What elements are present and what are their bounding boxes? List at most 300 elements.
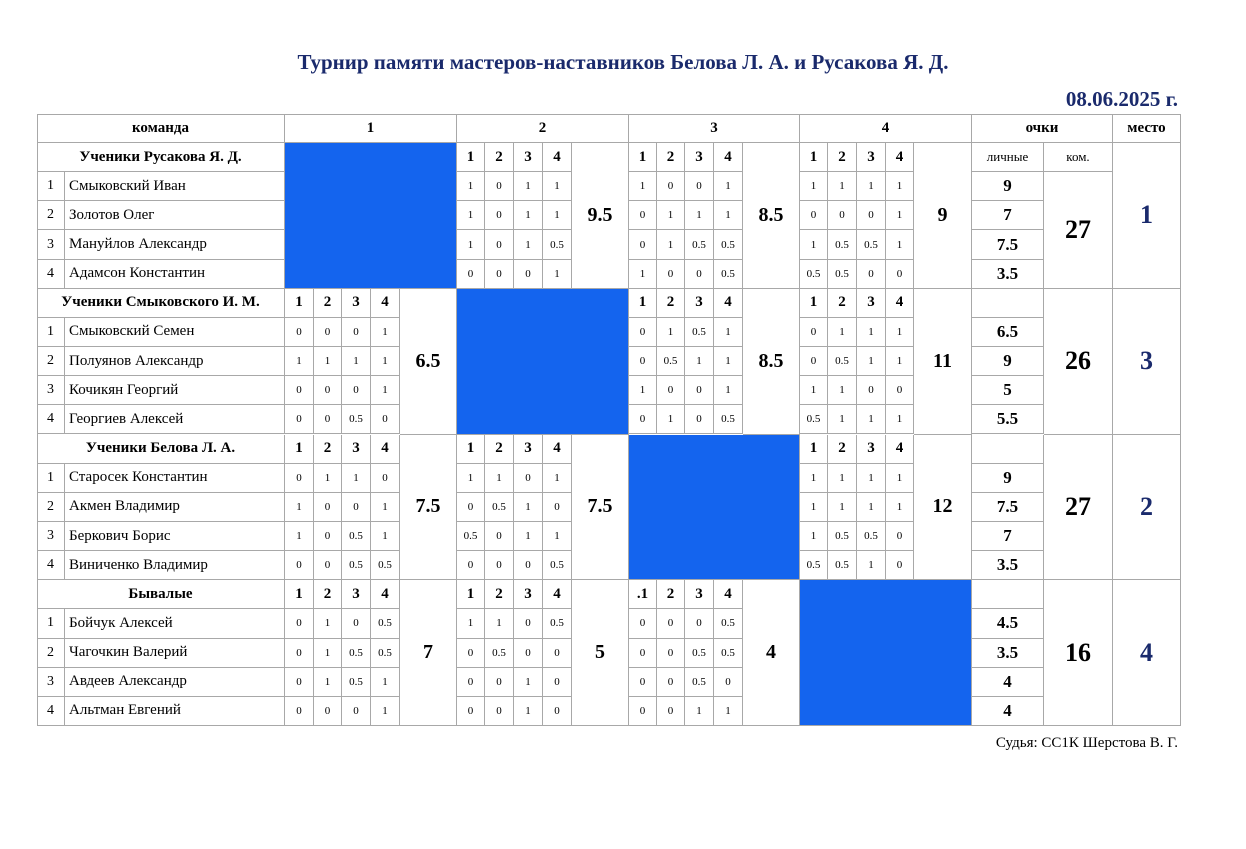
game-score: 0.5: [371, 639, 400, 668]
board-number: 2: [314, 580, 342, 609]
game-score: 1: [485, 464, 514, 493]
game-score: 1: [714, 318, 743, 347]
game-score: 1: [685, 201, 714, 230]
game-score: 1: [314, 668, 342, 697]
game-score: 1: [886, 318, 914, 347]
board-number: 1: [457, 143, 485, 172]
game-score: 0: [657, 172, 685, 201]
player-number: 3: [37, 668, 65, 697]
team-place: 3: [1113, 289, 1181, 435]
personal-points: 5: [972, 376, 1044, 405]
game-score: 0: [543, 639, 572, 668]
player-number: 1: [37, 172, 65, 201]
game-score: 1: [342, 347, 371, 376]
team-total: 26: [1044, 289, 1113, 435]
game-score: 1: [657, 318, 685, 347]
game-score: 0: [857, 260, 886, 289]
game-score: 1: [800, 493, 828, 522]
game-score: 1: [657, 230, 685, 259]
board-number: 4: [543, 580, 572, 609]
game-score: 1: [800, 522, 828, 551]
board-number: 2: [485, 580, 514, 609]
crosstable: [37, 114, 1181, 726]
player-number: 1: [37, 609, 65, 638]
match-sum: 8.5: [743, 143, 800, 289]
game-score: 0.5: [685, 318, 714, 347]
game-score: 1: [857, 493, 886, 522]
board-number: 1: [457, 580, 485, 609]
board-number: 4: [714, 289, 743, 318]
game-score: 1: [543, 172, 572, 201]
match-sum: 11: [914, 289, 972, 435]
player-number: 4: [37, 405, 65, 434]
header-personal: личные: [972, 143, 1044, 172]
personal-points: 6.5: [972, 318, 1044, 347]
player-number: 1: [37, 464, 65, 493]
game-score: 0.5: [685, 668, 714, 697]
player-name: Кочикян Георгий: [65, 376, 285, 405]
player-name: Адамсон Константин: [65, 260, 285, 289]
game-score: 0: [514, 609, 543, 638]
game-score: 1: [485, 609, 514, 638]
game-score: 1: [371, 318, 400, 347]
game-score: 0: [685, 405, 714, 434]
game-score: 1: [514, 172, 543, 201]
game-score: 0: [857, 201, 886, 230]
board-number: 3: [685, 289, 714, 318]
team-name: Ученики Смыковского И. М.: [37, 289, 285, 318]
player-name: Мануйлов Александр: [65, 230, 285, 259]
game-score: 1: [828, 172, 857, 201]
game-score: 0: [457, 668, 485, 697]
game-score: 0: [514, 639, 543, 668]
game-score: 0: [800, 347, 828, 376]
game-score: 1: [857, 347, 886, 376]
board-number: 3: [685, 580, 714, 609]
player-name: Альтман Евгений: [65, 697, 285, 726]
game-score: 1: [314, 347, 342, 376]
personal-points: 3.5: [972, 551, 1044, 580]
judge-signature: Судья: СС1К Шерстова В. Г.: [995, 735, 1178, 751]
game-score: 0.5: [657, 347, 685, 376]
header-round-1: 1: [285, 114, 457, 143]
game-score: 0: [285, 318, 314, 347]
game-score: 1: [828, 464, 857, 493]
game-score: 0: [543, 493, 572, 522]
board-number: 2: [657, 580, 685, 609]
board-number: 3: [342, 289, 371, 318]
game-score: 0: [485, 230, 514, 259]
board-number: 2: [828, 143, 857, 172]
player-number: 2: [37, 639, 65, 668]
board-number: 3: [857, 143, 886, 172]
game-score: 0: [485, 522, 514, 551]
board-number: 2: [314, 289, 342, 318]
game-score: 1: [857, 318, 886, 347]
game-score: 0: [285, 609, 314, 638]
personal-points: 7: [972, 522, 1044, 551]
game-score: 0: [371, 405, 400, 434]
game-score: 1: [714, 172, 743, 201]
game-score: 1: [314, 464, 342, 493]
game-score: 0: [657, 376, 685, 405]
match-sum: 6.5: [400, 289, 457, 435]
game-score: 0.5: [857, 522, 886, 551]
board-number: 2: [828, 435, 857, 464]
game-score: 1: [886, 172, 914, 201]
game-score: 0: [285, 697, 314, 726]
game-score: 0: [657, 668, 685, 697]
personal-points: 4.5: [972, 609, 1044, 638]
game-score: 0: [314, 551, 342, 580]
game-score: 1: [314, 639, 342, 668]
game-score: 0.5: [714, 405, 743, 434]
board-number: 4: [886, 435, 914, 464]
game-score: 0: [714, 668, 743, 697]
player-name: Смыковский Иван: [65, 172, 285, 201]
game-score: 0: [685, 609, 714, 638]
game-score: 0: [457, 551, 485, 580]
board-number: 3: [514, 435, 543, 464]
game-score: 0: [342, 609, 371, 638]
board-number: 4: [714, 580, 743, 609]
team-name: Бывалые: [37, 580, 285, 609]
board-number: 1: [800, 143, 828, 172]
game-score: 1: [886, 464, 914, 493]
personal-points: 9: [972, 347, 1044, 376]
game-score: 1: [371, 668, 400, 697]
game-score: 1: [285, 493, 314, 522]
personal-points: 9: [972, 464, 1044, 493]
board-number: 2: [657, 143, 685, 172]
game-score: 1: [514, 201, 543, 230]
game-score: 1: [514, 668, 543, 697]
game-score: 0: [314, 697, 342, 726]
tournament-date: 08.06.2025 г.: [1065, 87, 1178, 111]
game-score: 0.5: [543, 230, 572, 259]
board-number: 4: [886, 143, 914, 172]
player-name: Смыковский Семен: [65, 318, 285, 347]
game-score: 0: [543, 668, 572, 697]
player-number: 3: [37, 230, 65, 259]
game-score: 0: [886, 522, 914, 551]
game-score: 0: [886, 376, 914, 405]
game-score: 0: [485, 668, 514, 697]
game-score: 0: [629, 201, 657, 230]
personal-points: 5.5: [972, 405, 1044, 434]
board-number: 3: [857, 435, 886, 464]
player-number: 4: [37, 551, 65, 580]
game-score: 0: [685, 376, 714, 405]
game-score: 1: [457, 230, 485, 259]
game-score: 1: [886, 347, 914, 376]
game-score: 0.5: [714, 260, 743, 289]
game-score: 0: [342, 376, 371, 405]
game-score: 1: [857, 551, 886, 580]
player-name: Виниченко Владимир: [65, 551, 285, 580]
game-score: 0: [485, 172, 514, 201]
personal-points: 3.5: [972, 260, 1044, 289]
game-score: 0: [629, 609, 657, 638]
game-score: 1: [828, 318, 857, 347]
game-score: 0: [514, 464, 543, 493]
team-place: 1: [1113, 143, 1181, 289]
game-score: 0: [657, 609, 685, 638]
game-score: 0.5: [371, 551, 400, 580]
header-place: место: [1113, 114, 1181, 143]
board-number: 4: [371, 435, 400, 464]
board-number: 4: [886, 289, 914, 318]
header-round-3: 3: [629, 114, 800, 143]
game-score: 0: [485, 551, 514, 580]
game-score: 0: [685, 260, 714, 289]
player-name: Полуянов Александр: [65, 347, 285, 376]
game-score: 0.5: [543, 551, 572, 580]
game-score: 1: [828, 493, 857, 522]
game-score: 1: [314, 609, 342, 638]
player-number: 2: [37, 347, 65, 376]
match-sum: 5: [572, 580, 629, 726]
personal-points: 3.5: [972, 639, 1044, 668]
game-score: 1: [543, 201, 572, 230]
board-number: 4: [714, 143, 743, 172]
player-name: Золотов Олег: [65, 201, 285, 230]
header-team: команда: [37, 114, 285, 143]
game-score: 1: [886, 201, 914, 230]
page-title: Турнир памяти мастеров-наставников Белова Л. А. и Русакова Я. Д.: [297, 50, 949, 74]
game-score: 1: [514, 522, 543, 551]
board-number: 3: [342, 580, 371, 609]
game-score: 0: [828, 201, 857, 230]
match-sum: 7.5: [572, 435, 629, 581]
game-score: 0.5: [828, 522, 857, 551]
player-number: 3: [37, 376, 65, 405]
game-score: 0: [657, 697, 685, 726]
board-number: 3: [857, 289, 886, 318]
game-score: 0.5: [342, 405, 371, 434]
game-score: 0: [514, 551, 543, 580]
game-score: 1: [371, 347, 400, 376]
match-sum: 12: [914, 435, 972, 581]
game-score: 1: [342, 464, 371, 493]
game-score: 0: [629, 405, 657, 434]
game-score: 0: [457, 493, 485, 522]
game-score: 0.5: [371, 609, 400, 638]
team-name: Ученики Русакова Я. Д.: [37, 143, 285, 172]
personal-header-empty: [972, 580, 1044, 609]
board-number: 3: [342, 435, 371, 464]
board-number: .1: [629, 580, 657, 609]
game-score: 1: [828, 376, 857, 405]
game-score: 1: [714, 697, 743, 726]
match-sum: 7: [400, 580, 457, 726]
game-score: 1: [800, 230, 828, 259]
personal-points: 7: [972, 201, 1044, 230]
personal-header-empty: [972, 435, 1044, 464]
header-team-points: ком.: [1044, 143, 1113, 172]
player-number: 4: [37, 260, 65, 289]
game-score: 0.5: [714, 639, 743, 668]
blocked-cell: [629, 435, 800, 581]
personal-points: 4: [972, 697, 1044, 726]
board-number: 1: [800, 289, 828, 318]
game-score: 1: [543, 464, 572, 493]
game-score: 0.5: [714, 230, 743, 259]
game-score: 0: [371, 464, 400, 493]
board-number: 1: [800, 435, 828, 464]
player-name: Георгиев Алексей: [65, 405, 285, 434]
game-score: 0: [629, 697, 657, 726]
player-number: 3: [37, 522, 65, 551]
match-sum: 4: [743, 580, 800, 726]
board-number: 3: [514, 580, 543, 609]
board-number: 4: [543, 143, 572, 172]
blocked-cell: [800, 580, 972, 726]
game-score: 0: [314, 318, 342, 347]
game-score: 0: [629, 639, 657, 668]
game-score: 1: [657, 201, 685, 230]
game-score: 1: [714, 376, 743, 405]
game-score: 0: [629, 347, 657, 376]
game-score: 1: [629, 376, 657, 405]
board-number: 2: [314, 435, 342, 464]
game-score: 1: [543, 260, 572, 289]
game-score: 0.5: [342, 639, 371, 668]
game-score: 1: [371, 376, 400, 405]
game-score: 1: [457, 464, 485, 493]
game-score: 1: [800, 464, 828, 493]
player-number: 1: [37, 318, 65, 347]
board-number: 2: [657, 289, 685, 318]
game-score: 0.5: [800, 551, 828, 580]
game-score: 0.5: [828, 230, 857, 259]
game-score: 1: [514, 697, 543, 726]
player-name: Старосек Константин: [65, 464, 285, 493]
game-score: 0: [457, 260, 485, 289]
game-score: 1: [714, 201, 743, 230]
personal-points: 9: [972, 172, 1044, 201]
game-score: 0: [886, 260, 914, 289]
game-score: 0.5: [800, 260, 828, 289]
game-score: 1: [543, 522, 572, 551]
board-number: 3: [514, 143, 543, 172]
personal-points: 4: [972, 668, 1044, 697]
board-number: 2: [828, 289, 857, 318]
game-score: 0: [629, 230, 657, 259]
team-name: Ученики Белова Л. А.: [37, 435, 285, 464]
team-total: 16: [1044, 580, 1113, 726]
game-score: 0.5: [485, 493, 514, 522]
game-score: 0: [629, 318, 657, 347]
game-score: 0: [457, 697, 485, 726]
game-score: 0: [457, 639, 485, 668]
match-sum: 7.5: [400, 435, 457, 581]
game-score: 0: [342, 318, 371, 347]
game-score: 1: [629, 260, 657, 289]
board-number: 3: [685, 143, 714, 172]
game-score: 1: [857, 464, 886, 493]
game-score: 0: [657, 639, 685, 668]
game-score: 0: [857, 376, 886, 405]
player-name: Беркович Борис: [65, 522, 285, 551]
game-score: 0: [342, 493, 371, 522]
game-score: 0.5: [342, 551, 371, 580]
game-score: 0: [657, 260, 685, 289]
team-place: 2: [1113, 435, 1181, 581]
game-score: 0: [314, 493, 342, 522]
player-name: Акмен Владимир: [65, 493, 285, 522]
game-score: 1: [857, 405, 886, 434]
game-score: 0: [285, 551, 314, 580]
blocked-cell: [285, 143, 457, 289]
match-sum: 9: [914, 143, 972, 289]
match-sum: 8.5: [743, 289, 800, 435]
game-score: 0: [485, 260, 514, 289]
game-score: 1: [371, 493, 400, 522]
board-number: 2: [485, 435, 514, 464]
game-score: 1: [857, 172, 886, 201]
board-number: 4: [371, 580, 400, 609]
game-score: 1: [514, 493, 543, 522]
game-score: 0: [485, 201, 514, 230]
game-score: 0: [285, 639, 314, 668]
game-score: 0: [485, 697, 514, 726]
board-number: 2: [485, 143, 514, 172]
game-score: 1: [685, 347, 714, 376]
game-score: 1: [371, 522, 400, 551]
game-score: 1: [629, 172, 657, 201]
game-score: 0.5: [800, 405, 828, 434]
board-number: 1: [285, 580, 314, 609]
game-score: 0: [314, 522, 342, 551]
team-total: 27: [1044, 172, 1113, 289]
game-score: 1: [714, 347, 743, 376]
game-score: 1: [514, 230, 543, 259]
game-score: 0: [285, 464, 314, 493]
game-score: 0: [314, 376, 342, 405]
game-score: 0.5: [342, 668, 371, 697]
game-score: 0.5: [457, 522, 485, 551]
blocked-cell: [457, 289, 629, 435]
game-score: 0.5: [828, 347, 857, 376]
game-score: 0: [285, 668, 314, 697]
personal-header-empty: [972, 289, 1044, 318]
game-score: 0.5: [714, 609, 743, 638]
game-score: 0.5: [828, 551, 857, 580]
game-score: 1: [457, 172, 485, 201]
game-score: 0.5: [828, 260, 857, 289]
team-total: 27: [1044, 435, 1113, 581]
game-score: 0: [314, 405, 342, 434]
header-round-4: 4: [800, 114, 972, 143]
personal-points: 7.5: [972, 493, 1044, 522]
game-score: 1: [371, 697, 400, 726]
board-number: 1: [629, 143, 657, 172]
player-number: 4: [37, 697, 65, 726]
team-place: 4: [1113, 580, 1181, 726]
board-number: 1: [285, 435, 314, 464]
header-points: очки: [972, 114, 1113, 143]
board-number: 4: [543, 435, 572, 464]
game-score: 1: [886, 230, 914, 259]
game-score: 0.5: [543, 609, 572, 638]
header-round-2: 2: [457, 114, 629, 143]
game-score: 0: [629, 668, 657, 697]
game-score: 1: [457, 609, 485, 638]
game-score: 0: [800, 318, 828, 347]
player-name: Бойчук Алексей: [65, 609, 285, 638]
board-number: 1: [285, 289, 314, 318]
